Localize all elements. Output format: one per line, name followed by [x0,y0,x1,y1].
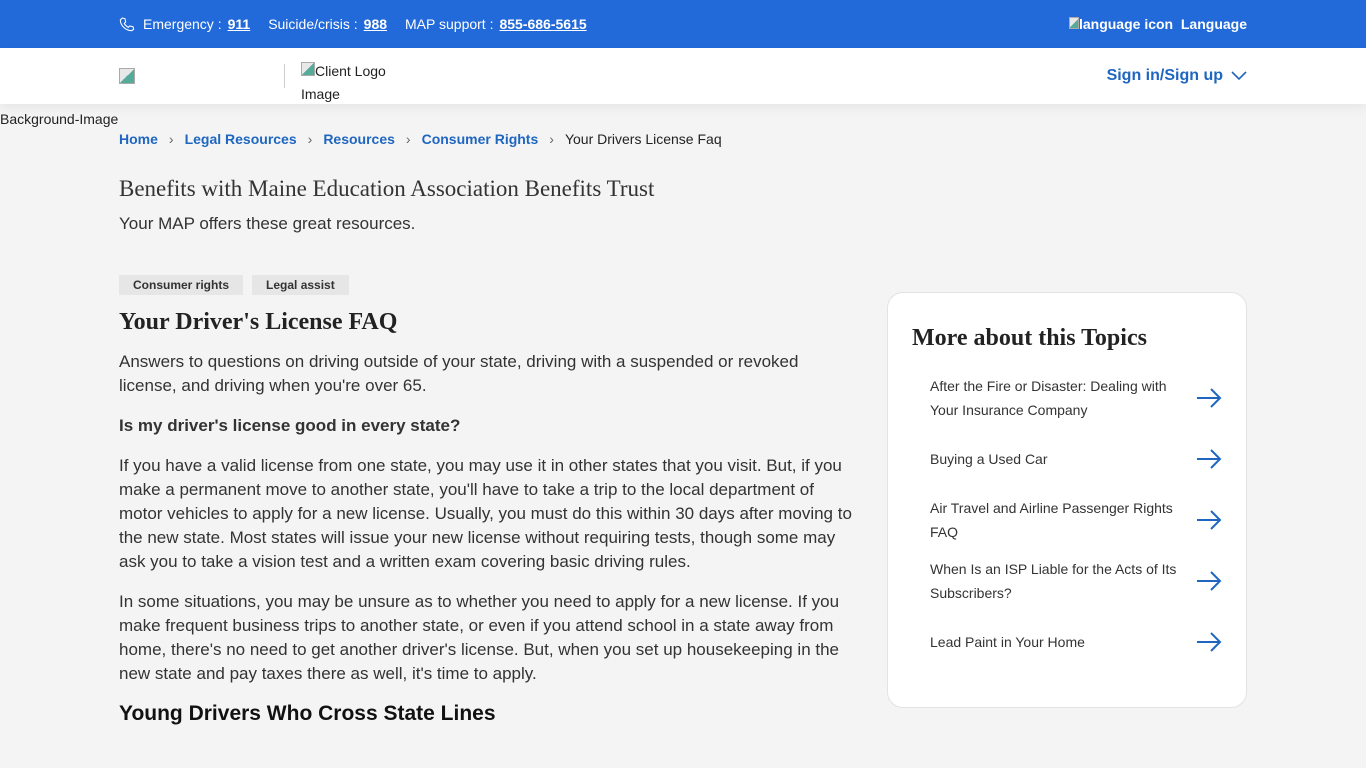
topic-label: Air Travel and Airline Passenger Rights FAQ [930,500,1173,540]
related-topics-title: More about this Topics [912,325,1147,351]
page-subtitle: Your MAP offers these great resources. [119,214,416,233]
article-section-heading: Young Drivers Who Cross State Lines [119,702,496,725]
arrow-right-icon [1196,449,1222,469]
chevron-right-icon: › [405,131,411,147]
article-paragraph: If you have a valid license from one state, you may use it in other states that you visit. But, if you make a permanent move to another state, you'll have to take a trip to the local department of motor vehicles to apply for a new license. Usually, you must do this within 30 days after moving to the new state. Most states will issue your new license without requiring tests, though some may ask you to take a vision test and a written exam covering basic driving rules. [119,456,852,571]
site-header [0,48,1366,104]
language-button[interactable] [1069,16,1247,32]
breadcrumb [119,131,722,147]
language-icon [1069,17,1079,29]
topic-label: Buying a Used Car [930,451,1048,467]
phone-icon [119,16,135,32]
related-topics-card [887,292,1247,708]
chevron-right-icon: › [168,131,174,147]
tag-legal-assist[interactable]: Legal assist [252,275,349,295]
tag-list [119,275,349,295]
topic-label: When Is an ISP Liable for the Acts of Its Subscribers? [930,561,1177,601]
breadcrumb-current: Your Drivers License Faq [564,131,722,147]
chevron-right-icon: › [307,131,313,147]
topic-link[interactable] [912,435,1222,483]
emergency-label: Emergency : [143,16,222,32]
breadcrumb-consumer-rights[interactable]: Consumer Rights [421,131,539,147]
topic-link[interactable] [912,618,1222,666]
article-question: Is my driver's license good in every state? [119,416,461,435]
page-title: Benefits with Maine Education Association Benefits Trust [119,176,655,201]
top-bar [0,0,1366,48]
site-logo[interactable] [119,68,135,84]
topic-link[interactable] [912,496,1222,544]
suicide-label: Suicide/crisis : [268,16,358,32]
article [119,310,859,726]
language-label: Language [1180,16,1247,32]
map-support-label: MAP support : [405,16,494,32]
arrow-right-icon [1196,388,1222,408]
arrow-right-icon [1196,571,1222,591]
article-intro: Answers to questions on driving outside of your state, driving with a suspended or revoked license, and driving when you're over 65. [119,352,799,395]
suicide-link[interactable]: 988 [363,16,388,32]
topic-label: After the Fire or Disaster: Dealing with Your Insurance Company [930,378,1167,418]
article-paragraph: In some situations, you may be unsure as to whether you need to apply for a new license. If you make frequent business trips to another state, or even if you attend school in a state away from home, there's no need to get another driver's license. But, when you set up housekeeping in the new state and pay taxes there as well, it's time to apply. [119,592,840,683]
tag-consumer-rights[interactable]: Consumer rights [119,275,243,295]
chevron-down-icon [1231,71,1247,81]
client-logo: Client Logo Image [301,63,386,102]
signin-label: Sign in/Sign up [1106,67,1223,84]
signin-button[interactable] [1107,67,1247,85]
breadcrumb-legal-resources[interactable]: Legal Resources [184,131,297,147]
topic-link[interactable] [912,557,1222,605]
emergency-link[interactable]: 911 [227,16,251,32]
topic-link[interactable] [912,374,1222,422]
arrow-right-icon [1196,632,1222,652]
topic-label: Lead Paint in Your Home [930,634,1085,650]
header-divider [284,64,285,88]
breadcrumb-home[interactable]: Home [119,131,158,147]
arrow-right-icon [1196,510,1222,530]
emergency-contact [119,16,250,32]
breadcrumb-resources[interactable]: Resources [323,131,395,147]
background-image: Background-Image [0,111,119,127]
article-title: Your Driver's License FAQ [119,309,398,335]
language-icon-alt: language icon [1078,16,1174,32]
chevron-right-icon: › [549,131,554,147]
map-support-link[interactable]: 855-686-5615 [499,16,587,32]
